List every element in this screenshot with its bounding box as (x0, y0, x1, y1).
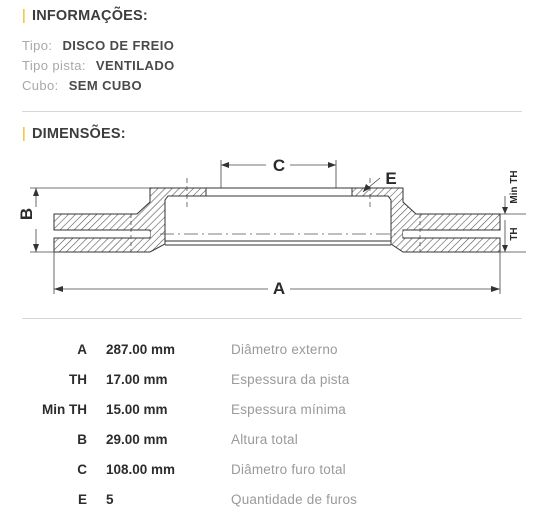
spec-row-th (0, 372, 539, 402)
spec-value: 17.00 mm (106, 372, 168, 387)
dim-b-arrow-top (33, 188, 39, 196)
dim-c-arrow-left (221, 162, 229, 168)
section-divider (22, 318, 522, 319)
info-label: Tipo pista: (22, 58, 86, 73)
spec-description: Espessura mínima (231, 402, 346, 417)
dim-minth-label: Min TH (509, 170, 520, 204)
dimensions-title-text: DIMENSÕES: (31, 126, 126, 142)
spec-value: 5 (106, 492, 114, 507)
dim-b-label: B (17, 207, 36, 221)
info-row-cubo (22, 78, 142, 93)
dim-a-arrow-right (491, 286, 500, 292)
spec-description: Altura total (231, 432, 298, 447)
spec-key: A (77, 342, 87, 357)
spec-value: 29.00 mm (106, 432, 168, 447)
brake-disc-diagram (0, 148, 539, 300)
info-value: VENTILADO (95, 58, 175, 73)
dim-e-label: E (385, 169, 397, 188)
spec-key: B (77, 432, 87, 447)
spec-value: 15.00 mm (106, 402, 168, 417)
spec-value: 287.00 mm (106, 342, 176, 357)
spec-row-b (0, 432, 539, 462)
accent-bar: | (22, 126, 26, 142)
spec-row-c (0, 462, 539, 492)
dim-a-label: A (272, 279, 286, 298)
info-value: SEM CUBO (68, 78, 142, 93)
spec-row-e (0, 492, 539, 522)
dim-c-label: C (272, 156, 286, 175)
disc-section-left (54, 188, 206, 252)
dimensions-section-title (22, 126, 126, 142)
dim-th-label: TH (509, 227, 520, 241)
dim-th-arrow (502, 245, 508, 252)
info-row-tipo (22, 38, 174, 53)
accent-bar: | (22, 8, 26, 24)
spec-key: TH (69, 372, 87, 387)
dim-a-arrow-left (54, 286, 63, 292)
dim-minth-arrow (502, 207, 508, 214)
section-divider (22, 111, 522, 112)
info-row-tipo-pista (22, 58, 175, 73)
info-label: Tipo: (22, 38, 53, 53)
spec-key: Min TH (42, 402, 87, 417)
spec-key: C (77, 462, 87, 477)
disc-section-right (352, 188, 500, 252)
spec-key: E (77, 492, 87, 507)
info-value: DISCO DE FREIO (62, 38, 175, 53)
spec-description: Espessura da pista (231, 372, 350, 387)
spec-value: 108.00 mm (106, 462, 176, 477)
info-title-text: INFORMAÇÕES: (31, 8, 148, 24)
info-section-title (22, 8, 148, 24)
dim-c-arrow-right (328, 162, 336, 168)
spec-description: Diâmetro externo (231, 342, 338, 357)
spec-description: Quantidade de furos (231, 492, 358, 507)
spec-row-min-th (0, 402, 539, 432)
spec-description: Diâmetro furo total (231, 462, 346, 477)
spec-row-a (0, 342, 539, 372)
dim-b-arrow-bottom (33, 244, 39, 252)
info-label: Cubo: (22, 78, 59, 93)
